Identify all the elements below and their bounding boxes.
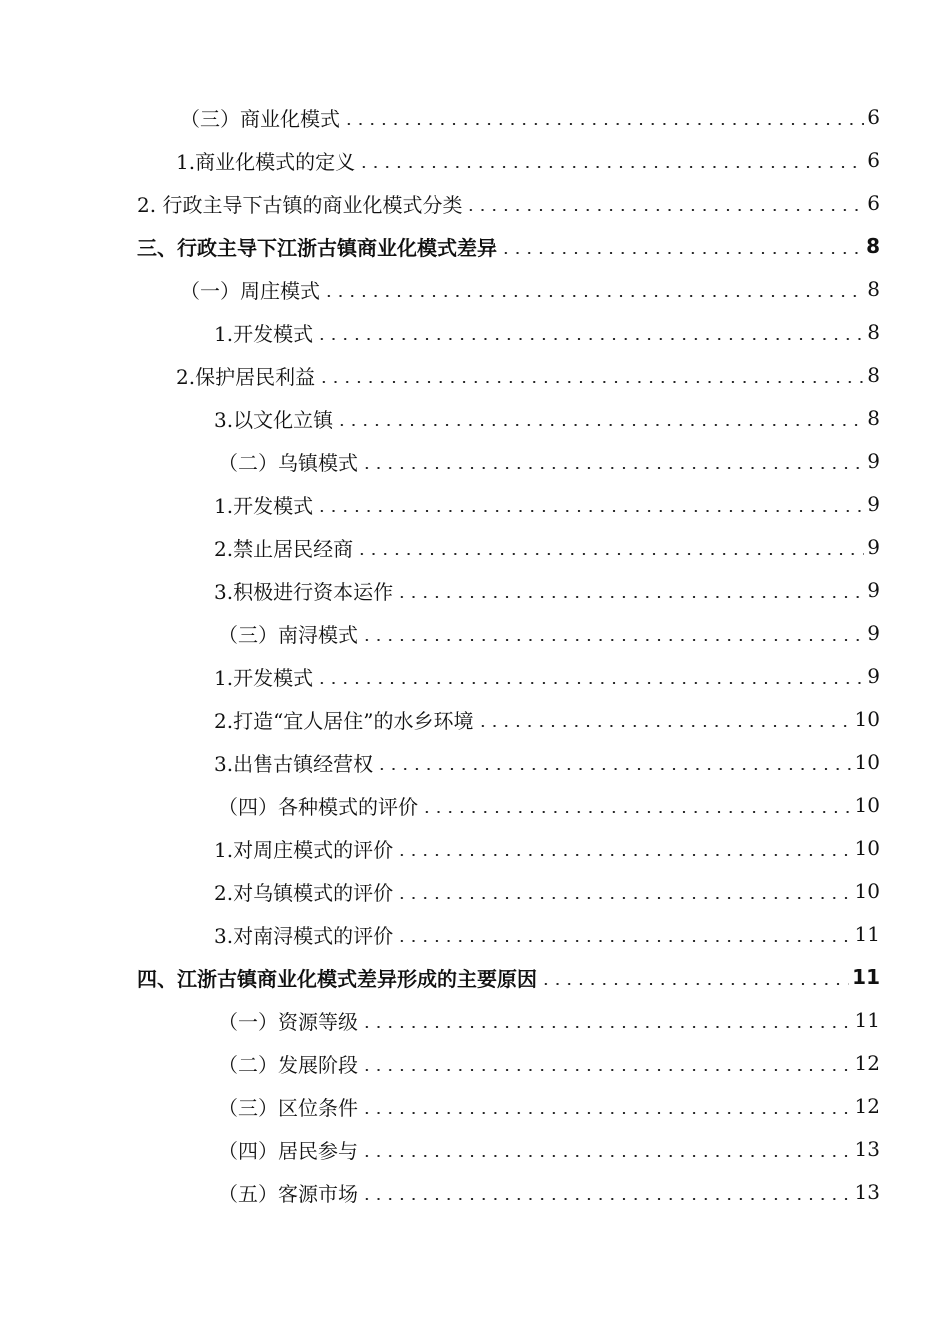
toc-entry-label: （一）周庄模式 — [180, 278, 320, 303]
toc-entry-label: 3.对南浔模式的评价 — [214, 923, 394, 948]
toc-page-number: 9 — [867, 535, 880, 559]
toc-page-number: 11 — [854, 1008, 880, 1032]
toc-entry[interactable] — [214, 704, 880, 734]
toc-entry-label: 1.商业化模式的定义 — [176, 149, 356, 174]
toc-entry-label: 三、行政主导下江浙古镇商业化模式差异 — [137, 235, 497, 260]
toc-entry-label: （四）居民参与 — [218, 1138, 358, 1163]
toc-entry[interactable] — [214, 317, 880, 347]
dot-leader — [316, 682, 864, 684]
toc-entry[interactable] — [218, 790, 880, 820]
toc-entry[interactable] — [218, 1177, 880, 1207]
dot-leader — [396, 897, 851, 899]
toc-entry[interactable] — [137, 188, 880, 218]
dot-leader — [540, 983, 849, 985]
toc-entry-label: （三）区位条件 — [218, 1095, 358, 1120]
toc-page-number: 6 — [867, 191, 880, 215]
toc-page-number: 8 — [867, 320, 880, 344]
dot-leader — [316, 510, 864, 512]
dot-leader — [361, 1112, 852, 1114]
toc-page-number: 10 — [854, 836, 880, 860]
toc-entry-label: （一）资源等级 — [218, 1009, 358, 1034]
toc-entry-label: （三）商业化模式 — [180, 106, 340, 131]
toc-page-number: 8 — [866, 234, 880, 258]
dot-leader — [376, 768, 851, 770]
toc-entry[interactable] — [180, 102, 880, 132]
toc-entry-label: 2.禁止居民经商 — [214, 536, 354, 561]
toc-entry-label: 2. 行政主导下古镇的商业化模式分类 — [137, 192, 463, 217]
toc-page-number: 9 — [867, 621, 880, 645]
toc-page-number: 10 — [854, 879, 880, 903]
dot-leader — [361, 1198, 852, 1200]
toc-entry-label: （五）客源市场 — [218, 1181, 358, 1206]
toc-page-number: 6 — [867, 148, 880, 172]
toc-entry-label: 3.积极进行资本运作 — [214, 579, 394, 604]
dot-leader — [358, 166, 864, 168]
dot-leader — [343, 123, 864, 125]
dot-leader — [396, 596, 864, 598]
toc-entry-label: （二）乌镇模式 — [218, 450, 358, 475]
toc-entry-label: 2.保护居民利益 — [176, 364, 316, 389]
toc-page-number: 12 — [854, 1051, 880, 1075]
toc-entry[interactable] — [214, 661, 880, 691]
toc-page-number: 13 — [854, 1137, 880, 1161]
toc-page-number: 10 — [854, 750, 880, 774]
toc-page-number: 9 — [867, 492, 880, 516]
toc-entry[interactable] — [218, 1005, 880, 1035]
dot-leader — [361, 1155, 852, 1157]
dot-leader — [421, 811, 852, 813]
toc-chapter-entry[interactable] — [137, 231, 880, 261]
dot-leader — [318, 381, 864, 383]
toc-entry[interactable] — [218, 1134, 880, 1164]
toc-entry-label: 3.出售古镇经营权 — [214, 751, 374, 776]
toc-page-number: 8 — [867, 363, 880, 387]
toc-entry-label: （三）南浔模式 — [218, 622, 358, 647]
toc-entry-label: 1.开发模式 — [214, 665, 314, 690]
toc-entry[interactable] — [214, 919, 880, 949]
toc-page-number: 11 — [854, 922, 880, 946]
toc-entry-label: 2.对乌镇模式的评价 — [214, 880, 394, 905]
toc-entry-label: 四、江浙古镇商业化模式差异形成的主要原因 — [137, 966, 537, 991]
dot-leader — [361, 1026, 852, 1028]
dot-leader — [356, 553, 864, 555]
dot-leader — [396, 854, 851, 856]
toc-entry[interactable] — [218, 1091, 880, 1121]
toc-page-number: 13 — [854, 1180, 880, 1204]
dot-leader — [500, 252, 863, 254]
dot-leader — [477, 725, 852, 727]
toc-entry[interactable] — [214, 532, 880, 562]
toc-page-number: 8 — [867, 277, 880, 301]
toc-entry[interactable] — [176, 360, 880, 390]
toc-page-number: 9 — [867, 578, 880, 602]
toc-page-number: 10 — [854, 793, 880, 817]
toc-entry-label: 3.以文化立镇 — [214, 407, 334, 432]
toc-entry[interactable] — [214, 403, 880, 433]
toc-chapter-entry[interactable] — [137, 962, 880, 992]
dot-leader — [323, 295, 864, 297]
toc-entry[interactable] — [214, 489, 880, 519]
toc-entry-label: 2.打造“宜人居住”的水乡环境 — [214, 708, 474, 733]
toc-page-number: 11 — [852, 965, 880, 989]
toc-entry[interactable] — [218, 446, 880, 476]
toc-page-number: 12 — [854, 1094, 880, 1118]
dot-leader — [465, 209, 864, 211]
toc-entry[interactable] — [214, 833, 880, 863]
toc-entry[interactable] — [214, 575, 880, 605]
toc-entry-label: 1.开发模式 — [214, 493, 314, 518]
toc-page-number: 8 — [867, 406, 880, 430]
toc-page-number: 9 — [867, 664, 880, 688]
toc-page-number: 6 — [867, 105, 880, 129]
toc-entry-label: （二）发展阶段 — [218, 1052, 358, 1077]
dot-leader — [361, 639, 864, 641]
toc-entry[interactable] — [176, 145, 880, 175]
toc-entry[interactable] — [214, 876, 880, 906]
toc-page-number: 9 — [867, 449, 880, 473]
dot-leader — [336, 424, 864, 426]
toc-entry-label: 1.对周庄模式的评价 — [214, 837, 394, 862]
toc-page-number: 10 — [854, 707, 880, 731]
dot-leader — [316, 338, 864, 340]
dot-leader — [361, 1069, 852, 1071]
toc-entry[interactable] — [180, 274, 880, 304]
toc-entry[interactable] — [218, 618, 880, 648]
toc-entry[interactable] — [218, 1048, 880, 1078]
toc-entry[interactable] — [214, 747, 880, 777]
dot-leader — [361, 467, 864, 469]
toc-entry-label: （四）各种模式的评价 — [218, 794, 418, 819]
toc-entry-label: 1.开发模式 — [214, 321, 314, 346]
dot-leader — [396, 940, 851, 942]
